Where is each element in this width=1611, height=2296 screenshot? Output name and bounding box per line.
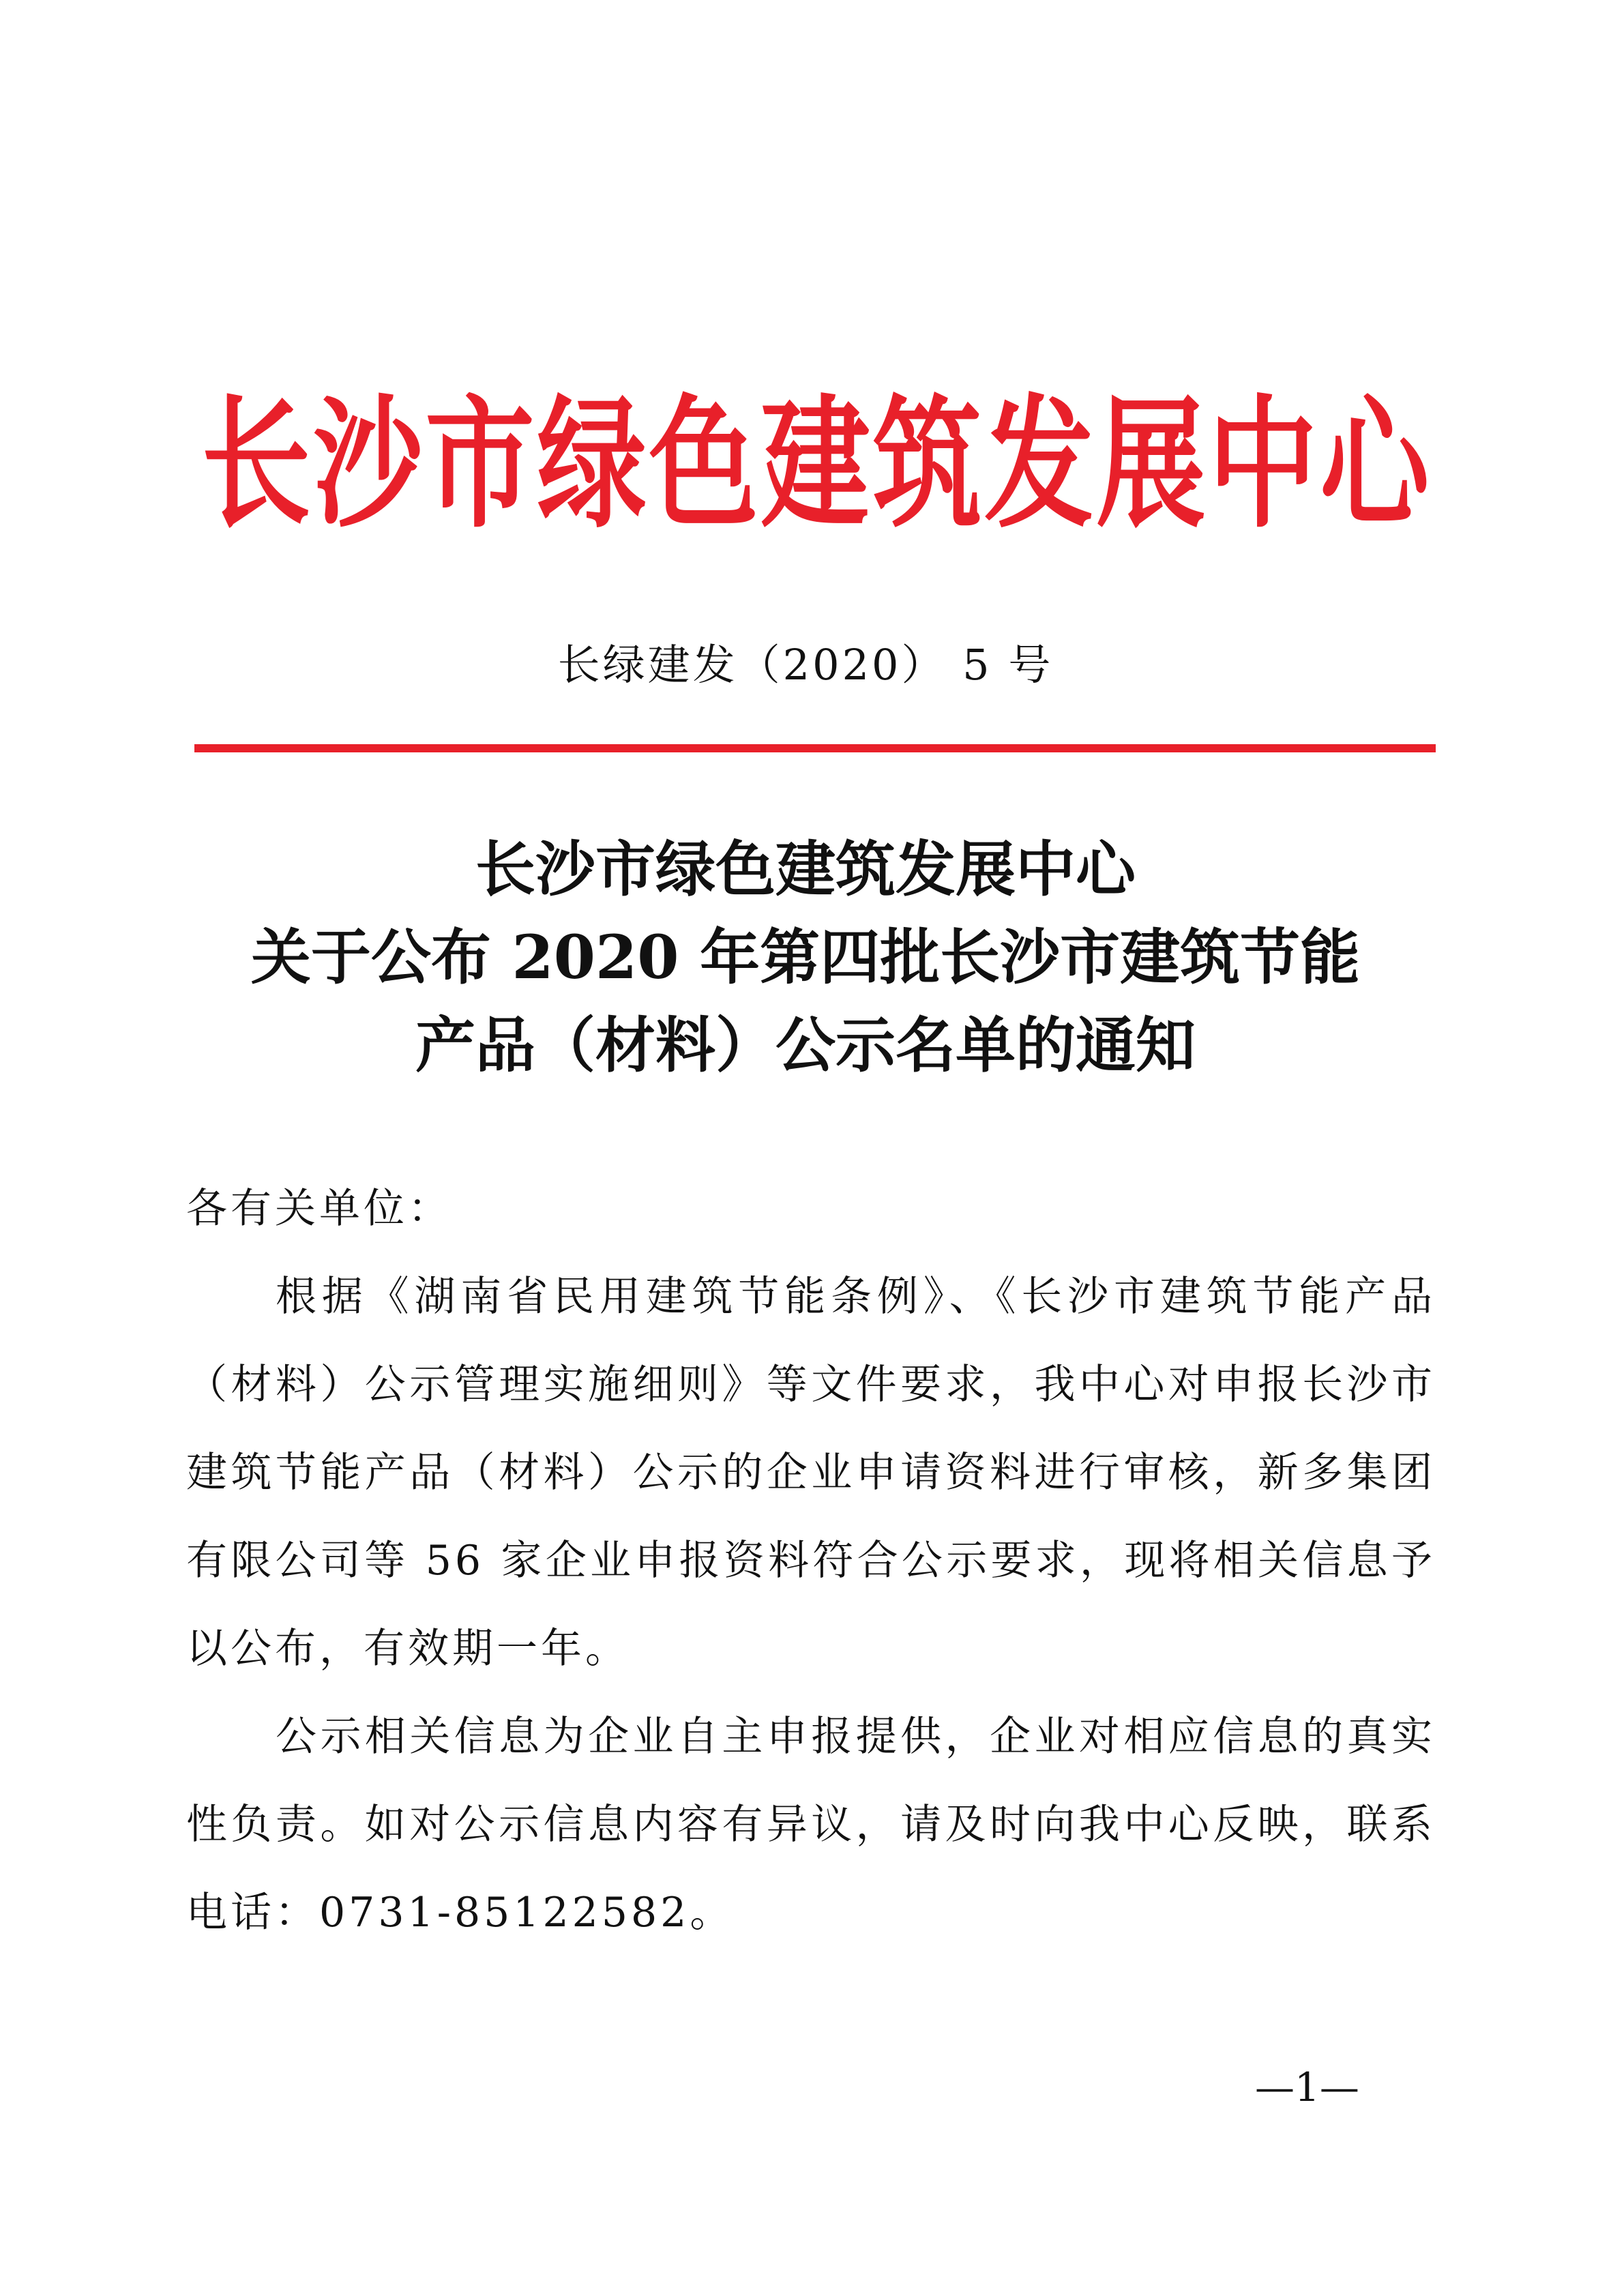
red-divider <box>194 744 1436 752</box>
title-line: 长沙市绿色建筑发展中心 <box>475 834 1136 904</box>
paragraph-1-line: 建筑节能产品（材料）公示的企业申请资料进行审核，新多集团 <box>186 1449 1436 1497</box>
paragraph-1-line: （材料）公示管理实施细则》等文件要求，我中心对申报长沙市 <box>186 1361 1436 1409</box>
title-line: 关于公布 2020 年第四批长沙市建筑节能 <box>250 922 1361 992</box>
organization-masthead: 长沙市绿色建筑发展中心 <box>201 380 1432 548</box>
paragraph-1-line: 根据《湖南省民用建筑节能条例》、《长沙市建筑节能产品 <box>276 1273 1436 1321</box>
salutation: 各有关单位： <box>186 1185 452 1233</box>
paragraph-1-line: 有限公司等 56 家企业申报资料符合公示要求，现将相关信息予 <box>186 1537 1436 1585</box>
paragraph-2-line: 公示相关信息为企业自主申报提供，企业对相应信息的真实 <box>276 1713 1436 1761</box>
title-line: 产品（材料）公示名单的通知 <box>415 1010 1196 1080</box>
document-body <box>186 1165 1436 1957</box>
paragraph-2-line: 性负责。如对公示信息内容有异议，请及时向我中心反映，联系 <box>186 1801 1436 1849</box>
paragraph-1-line: 以公布，有效期一年。 <box>186 1625 630 1673</box>
document-number: 长绿建发（2020） 5 号 <box>557 640 1054 690</box>
document-title <box>0 825 1611 1089</box>
paragraph-2-line: 电话：0731-85122582。 <box>186 1889 735 1937</box>
page-number: —1— <box>1255 2064 1359 2110</box>
